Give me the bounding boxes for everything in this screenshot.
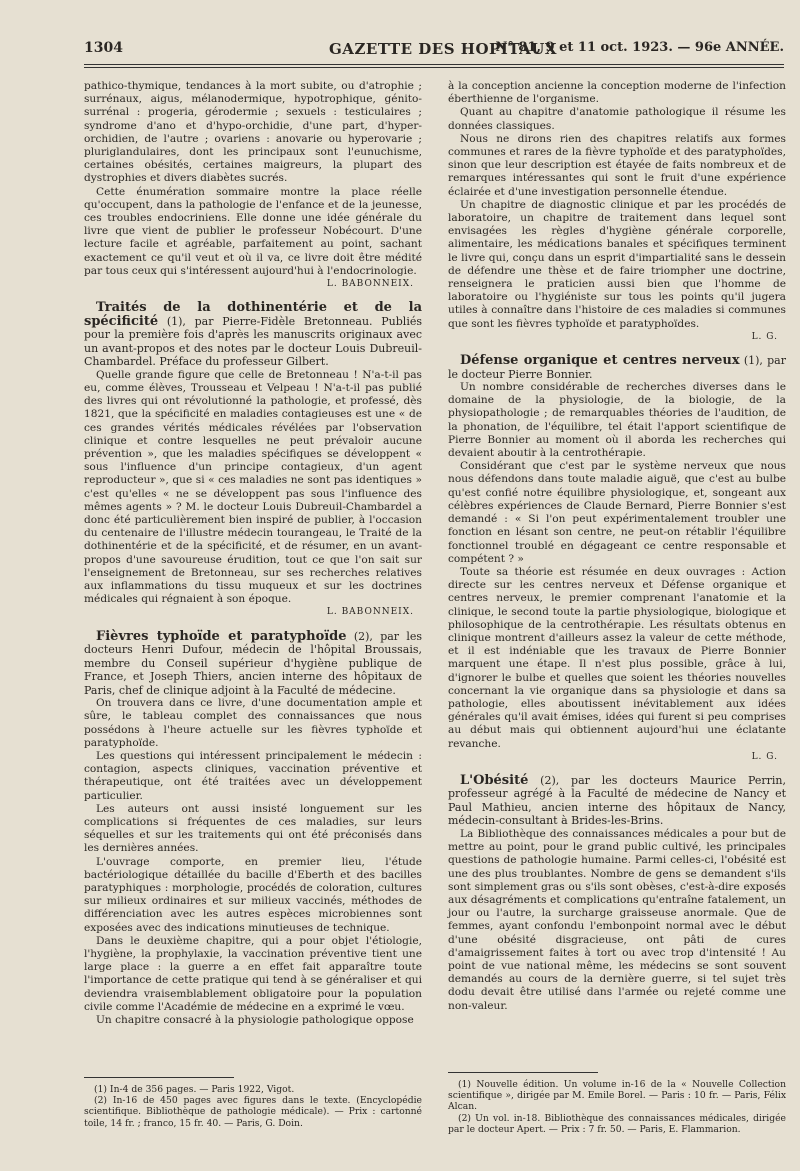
paragraph: Un chapitre de diagnostic clinique et par les procédés de laboratoire, un chapitre de traitement dans lequel sont envisagées les règles d'hygiène générale corporelle, alimentaire, les médications banales et spécifiques terminent le livre qui, conçu dans un esprit d'impartialité sans le dessein de défendre une thèse et de faire triompher une doctrine, renseignera le praticien aussi bien que l'homme de laboratoire ou l'hygiéniste sur tous les points qu'il jugera utiles à connaître dans l'histoire de ces maladies si communes que sont les fièvres typhoïde et paratyphoïdes. bbox=[448, 198, 786, 330]
paragraph: à la conception ancienne la conception moderne de l'infection éberthienne de l'organisme. bbox=[448, 80, 786, 106]
left-footnotes bbox=[84, 1077, 422, 1129]
journal-title: GAZETTE DES HOPITAUX bbox=[329, 40, 558, 58]
signature: L. BABONNEIX. bbox=[326, 607, 414, 618]
issue-info: N° 81, 9 et 11 oct. 1923. — 96e ANNÉE. bbox=[495, 40, 784, 55]
review-byline: (1), par Pierre-Fidèle Bretonneau. Publiés pour la première fois d'après les manuscrits originaux avec un avant-propos et des notes par le docteur Louis Dubreuil-Chambardel. Préface du professeur Gilbert. bbox=[84, 314, 422, 369]
right-footnotes bbox=[448, 1072, 786, 1135]
paragraph: Dans le deuxième chapitre, qui a pour objet l'étiologie, l'hygiène, la prophylaxie, la vaccination préventive tient une large place : la guerre a en effet fait apparaître toute l'importance de cette pratique qui tend à se généraliser et qui deviendra vraisemblablement obligatoire pour la population civile comme l'Académie de médecine en a exprimé le vœu. bbox=[84, 934, 422, 1013]
paragraph: L'ouvrage comporte, en premier lieu, l'étude bactériologique détaillée du bacille d'Eberth et des bacilles paratyphiques : morphologie, procédés de coloration, cultures sur milieux ordinaires et sur milieux vaccinés, méthodes de différenciation avec les autres espèces microbiennes sont exposées avec des indications minutieuses de technique. bbox=[84, 855, 422, 934]
footnote: (2) In-16 de 450 pages avec figures dans le texte. (Encyclopédie scientifique. Bibliothèque de pathologie médicale). — Prix : cartonné toile, 14 fr. ; franco, 15 fr. 40. — Paris, G. Doin. bbox=[84, 1095, 422, 1129]
paragraph: Un chapitre consacré à la physiologie pathologique oppose bbox=[96, 1013, 414, 1026]
paragraph: Les questions qui intéressent principalement le médecin : contagion, aspects cliniques, vaccination préventive et thérapeutique, ont été traitées avec un développement particulier. bbox=[84, 749, 422, 802]
paragraph: Considérant que c'est par le système nerveux que nous nous défendons dans toute maladie aiguë, que c'est au bulbe qu'est confié notre équilibre physiologique, et, songeant aux célèbres expériences de Claude Bernard, Pierre Bonnier s'est demandé : « Si l'on peut expérimentalement troubler une fonction en lésant son centre, ne peut-on rétablir l'équilibre fonctionnel troublé en dégageant ce centre responsable et compétent ? » bbox=[448, 460, 786, 565]
paragraph: Cette énumération sommaire montre la place réelle qu'occupent, dans la pathologie de l'enfance et de la jeunesse, ces troubles endocriniens. Elle donne une idée générale du livre que vient de publier le professeur Nobécourt. D'une lecture facile et agréable, parfaitement au point, sachant exactement ce qu'il veut et où il va, ce livre doit être médité par tous ceux qui s'intéressent aujourd'hui à l'endocrinologie. bbox=[84, 185, 422, 277]
paragraph: Nous ne dirons rien des chapitres relatifs aux formes communes et rares de la fièvre typhoïde et des paratyphoïdes, sinon que leur description est étayée de faits nombreux et de remarques intéressantes qui sont le fruit d'une expérience éclairée et d'une investigation personnelle étendue. bbox=[448, 132, 786, 198]
paragraph: On trouvera dans ce livre, d'une documentation ample et sûre, le tableau complet des connaissances que nous possédons à l'heure actuelle sur les fièvres typhoïde et paratyphoïde. bbox=[84, 697, 422, 749]
header-rule-thin bbox=[84, 67, 784, 68]
review-title: Fièvres typhoïde et paratyphoïde bbox=[96, 628, 347, 644]
review-title: Traités de la dothinentérie et de la spécificité bbox=[84, 300, 422, 329]
signature: L. G. bbox=[751, 331, 778, 342]
header-rule bbox=[84, 64, 784, 65]
paragraph: Quelle grande figure que celle de Bretonneau ! N'a-t-il pas eu, comme élèves, Trousseau et Velpeau ! N'a-t-il pas publié des livres qui ont révolutionné la pathologie, et professé, dès 1821, que la spécificité en maladies contagieuses est une « de ces grandes vérités médicales révélées par l'observation clinique et contre lesquelles ne peut prévaloir aucune prévention », que les maladies spécifiques se développent « sous l'influence d'un principe contagieux, d'un agent reproducteur », que si « ces maladies ne sont pas identiques » c'est qu'elles « ne se développent pas sous l'influence des mêmes agents » ? M. le docteur Louis Dubreuil-Chambardel a donc été particulièrement bien inspiré de publier, à l'occasion du centenaire de l'illustre médecin tourangeau, le Traité de la dothinentérie et de la spécificité, et de résumer, en un avant-propos d'une savoureuse érudition, tout ce que l'on sait sur l'enseignement de Bretonneau, sur ses recherches relatives aux inflammations du tissu muqueux et sur les doctrines médicales qui régnaient à son époque. bbox=[84, 368, 422, 606]
paragraph: Les auteurs ont aussi insisté longuement sur les complications si fréquentes de ces maladies, sur leurs séquelles et sur les traitements qui ont été préconisés dans les dernières années. bbox=[84, 802, 422, 855]
paragraph: pathico-thymique, tendances à la mort subite, ou d'atrophie ; surrénaux, aigus, mélanodermique, hypotrophique, génito-surrénal : progeria, gérodermie ; sexuels : testiculaires ; syndrome d'ano et d'hypo-orchidie, d'une part, d'hyper-orchidien, de l'autre ; ovariens : anovarie ou hyperovarie ; pluriglandulaires, dont les principaux sont l'eunuchisme, certaines obésités, certaines maigreurs, la plupart des dystrophies et divers diabètes sucrés. bbox=[84, 80, 422, 185]
footnote: (1) In-4 de 356 pages. — Paris 1922, Vigot. bbox=[94, 1084, 295, 1095]
paragraph: Un nombre considérable de recherches diverses dans le domaine de la physiologie, de la biologie, de la physiopathologie ; de remarquables théories de l'audition, de la phonation, de l'équilibre, tel était l'apport scientifique de Pierre Bonnier au moment où il aborda les recherches qui devaient aboutir à la centrothérapie. bbox=[448, 381, 786, 460]
review-heading bbox=[84, 301, 422, 369]
review-title: Défense organique et centres nerveux bbox=[460, 353, 740, 369]
review-title: L'Obésité bbox=[460, 772, 529, 788]
left-column bbox=[84, 80, 422, 1027]
footnote-rule bbox=[448, 1072, 598, 1073]
paragraph: La Bibliothèque des connaissances médicales a pour but de mettre au point, pour le grand public cultivé, les principales questions de pathologie humaine. Parmi celles-ci, l'obésité est une des plus troublantes. Nombre de gens se demandent s'ils sont simplement gras ou s'ils sont obèses, c'est-à-dire exposés aux désagréments et complications qu'entraîne fatalement, un jour ou l'autre, la surcharge graisseuse anormale. Que de femmes, ayant confondu l'embonpoint normal avec le début d'une obésité disgracieuse, ont pâti de cures d'amaigrissement faites à tort ou avec trop d'intensité ! Au point de vue national même, les médecins se sont souvent demandés au cours de la dernière guerre, si tel sujet très dodu devait être utilisé dans l'armée ou rejeté comme une non-valeur. bbox=[448, 827, 786, 1012]
page-number: 1304 bbox=[84, 40, 123, 56]
review-byline: (2), par les docteurs Henri Dufour, médecin de l'hôpital Broussais, membre du Conseil supérieur d'hygiène publique de France, et Joseph Thiers, ancien interne des hôpitaux de Paris, chef de clinique adjoint à la Faculté de médecine. bbox=[84, 629, 422, 697]
review-byline: (2), par les docteurs Maurice Perrin, professeur agrégé à la Faculté de médecine de Nancy et Paul Mathieu, ancien interne des hôpitaux de Nancy, médecin-consultant à Brides-les-Brins. bbox=[448, 773, 786, 828]
review-heading bbox=[84, 630, 422, 698]
page-header bbox=[84, 40, 784, 62]
footnote: (2) Un vol. in-18. Bibliothèque des connaissances médicales, dirigée par le docteur Apert. — Prix : 7 fr. 50. — Paris, E. Flammarion. bbox=[448, 1112, 786, 1135]
paragraph: Toute sa théorie est résumée en deux ouvrages : Action directe sur les centres nerveux et Défense organique et centres nerveux, le premier comprenant l'anatomie et la clinique, le second toute la partie physiologique, biologique et philosophique de la centrothérapie. Les résultats obtenus en clinique montrent d'ailleurs assez la valeur de cette méthode, et il est indéniable que les travaux de Pierre Bonnier marquent une étape. Il n'est plus possible, grâce à lui, d'ignorer le bulbe et quelles que soient les théories nouvelles concernant la vie organique dans sa physiologie et dans sa pathologie, elles aboutissent inévitablement aux idées générales qu'il avait émises, idées qui furent si peu comprises au début mais qui obtiennent aujourd'hui une éclatante revanche. bbox=[448, 565, 786, 750]
review-heading bbox=[448, 774, 786, 828]
signature: L. BABONNEIX. bbox=[326, 279, 414, 290]
signature: L. G. bbox=[751, 751, 778, 762]
paragraph: Quant au chapitre d'anatomie pathologique il résume les données classiques. bbox=[448, 106, 786, 132]
footnote-rule bbox=[84, 1077, 234, 1078]
footnote: (1) Nouvelle édition. Un volume in-16 de la « Nouvelle Collection scientifique », dirigée par M. Emile Borel. — Paris : 10 fr. — Paris, Félix Alcan. bbox=[448, 1079, 786, 1113]
review-heading bbox=[448, 354, 786, 381]
review-byline: (1), par le docteur Pierre Bonnier. bbox=[448, 354, 786, 381]
right-column bbox=[448, 80, 786, 1013]
